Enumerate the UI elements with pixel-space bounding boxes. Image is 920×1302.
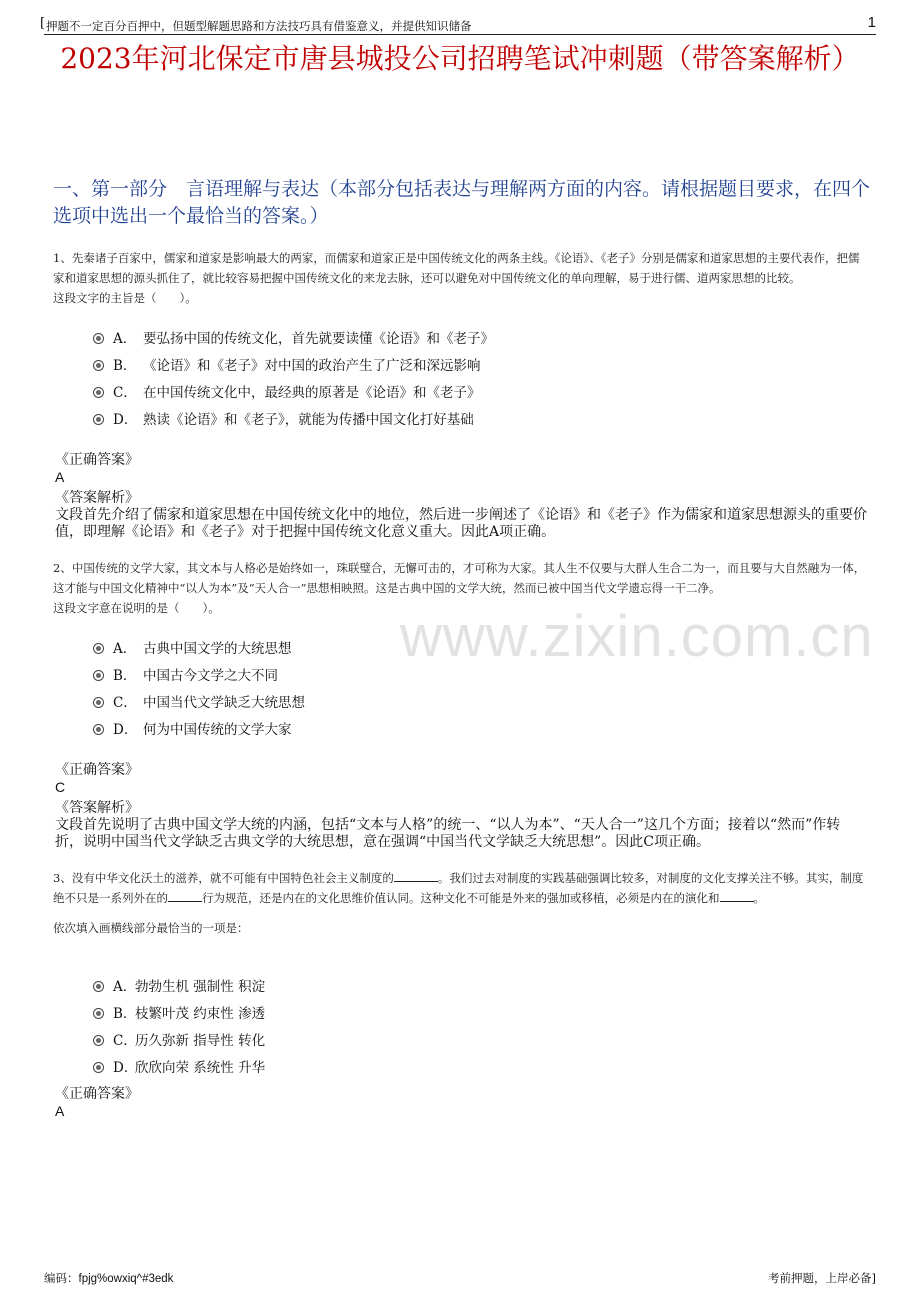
answer-label: 《正确答案》 [55,1086,139,1102]
question-3-answer [55,1086,139,1120]
stem-part: 3、没有中华文化沃土的滋养，就不可能有中国特色社会主义制度的 [53,871,394,885]
radio-button-icon[interactable] [93,387,104,398]
explanation-text: 文段首先介绍了儒家和道家思想在中国传统文化中的地位，然后进一步阐述了《论语》和《老子》作为儒家和道家思想源头的重要价值，即理解《论语》和《老子》对于把握中国传统文化意义重大。因此A项正确。 [55,507,867,540]
question-2-explanation [55,800,867,851]
question-1-answer [55,452,139,486]
option-letter: D． [113,412,138,428]
header-bracket: [ [40,16,46,31]
option-letter: C． [113,695,137,711]
footer-code [44,1270,173,1286]
radio-button-icon[interactable] [93,981,104,992]
radio-button-icon[interactable] [93,724,104,735]
question-prompt: 这段文字意在说明的是（ ）。 [53,601,220,615]
blank-1 [394,871,438,882]
option-text: 《论语》和《老子》对中国的政治产生了广泛和深远影响 [143,358,481,374]
answer-value: C [55,779,66,795]
option-letter: C． [113,385,137,401]
page-header [40,10,876,35]
stem-part: 行为规范，还是内在的文化思维价值认同。这种文化不可能是外来的强加或移植，必须是内在的演化和 [202,891,720,905]
option-text: 勃勃生机 强制性 积淀 [135,979,266,995]
question-stem-text [53,868,868,908]
option-text: 熟读《论语》和《老子》，就能为传播中国文化打好基础 [143,412,474,428]
option-text: 中国古今文学之大不同 [143,668,278,684]
option-text: 枝繁叶茂 约束性 渗透 [135,1006,266,1022]
radio-button-icon[interactable] [93,643,104,654]
footer-slogan: 考前押题，上岸必备] [768,1271,876,1285]
radio-button-icon[interactable] [93,697,104,708]
document-title: 2023年河北保定市唐县城投公司招聘笔试冲刺题（带答案解析） [60,42,860,75]
option-text: 何为中国传统的文学大家 [143,722,292,738]
option-letter: B． [113,358,137,374]
question-3-stem [53,868,868,938]
footer-code-value: fpjg%owxiq^#3edk [78,1273,174,1285]
blank-2 [168,891,202,902]
answer-value: A [55,469,65,485]
question-prompt: 依次填入画横线部分最恰当的一项是： [53,921,249,935]
radio-button-icon[interactable] [93,670,104,681]
section-heading: 一、第一部分 言语理解与表达（本部分包括表达与理解两方面的内容。请根据题目要求，在四个选项中选出一个最恰当的答案。） [53,178,871,227]
option-text: 要弘扬中国的传统文化，首先就要读懂《论语》和《老子》 [143,331,494,347]
question-1-explanation [55,490,867,541]
option-letter: A． [113,979,137,995]
option-text: 欣欣向荣 系统性 升华 [135,1060,266,1076]
option-letter: B． [113,668,137,684]
explanation-label: 《答案解析》 [55,800,139,816]
option-letter: D． [113,722,138,738]
option-letter: D． [113,1060,138,1076]
question-stem-text: 2、中国传统的文学大家，其文本与人格必是始终如一，珠联璧合，无懈可击的，才可称为大家。其人生不仅要与大群人生合二为一，而且要与大自然融为一体，这才能与中国文化精神中“以人为本”及“天人合一”思想相映照。这是古典中国的文学大统，然而已被中国当代文学遗忘得一干二净。 [53,561,866,595]
explanation-label: 《答案解析》 [55,490,139,506]
question-2-answer [55,762,139,796]
option-text: 古典中国文学的大统思想 [143,641,292,657]
radio-button-icon[interactable] [93,1035,104,1046]
radio-button-icon[interactable] [93,360,104,371]
header-notice: 押题不一定百分百押中，但题型解题思路和方法技巧具有借鉴意义，并提供知识储备 [46,19,472,33]
page-number: 1 [867,14,876,31]
option-text: 历久弥新 指导性 转化 [135,1033,266,1049]
answer-value: A [55,1103,65,1119]
radio-button-icon[interactable] [93,1062,104,1073]
stem-part: 。 [753,891,765,905]
option-text: 在中国传统文化中，最经典的原著是《论语》和《老子》 [143,385,481,401]
option-text: 中国当代文学缺乏大统思想 [143,695,305,711]
answer-label: 《正确答案》 [55,762,139,778]
radio-button-icon[interactable] [93,414,104,425]
watermark: www.zixin.com.cn [400,604,874,669]
explanation-text: 文段首先说明了古典中国文学大统的内涵，包括“文本与人格”的统一、“以人为本”、“天人合一”这几个方面；接着以“然而”作转折，说明中国当代文学缺乏古典文学的大统思想，意在强调“中国当代文学缺乏大统思想”。因此C项正确。 [55,817,841,850]
option-letter: B． [113,1006,137,1022]
option-letter: C． [113,1033,137,1049]
footer-code-label: 编码： [44,1271,79,1285]
answer-label: 《正确答案》 [55,452,139,468]
blank-3 [720,891,754,902]
option-letter: A． [113,331,137,347]
question-stem-text: 1、先秦诸子百家中，儒家和道家是影响最大的两家，而儒家和道家正是中国传统文化的两条主线。《论语》、《老子》分别是儒家和道家思想的主要代表作，把儒家和道家思想的源头抓住了，就比较容易把握中国传统文化的来龙去脉，还可以避免对中国传统文化的单向理解，易于进行儒、道两家思想的比较。 [53,251,860,285]
question-1-stem [53,248,868,308]
question-prompt: 这段文字的主旨是（ ）。 [53,291,197,305]
page-footer [0,1270,920,1290]
stem-part: 。我们过去对制度的实践基础强调比较多，对制度的文化支撑关注不够。其实，制度绝不只是一系列外在的 [53,871,864,905]
radio-button-icon[interactable] [93,333,104,344]
option-letter: A． [113,641,137,657]
radio-button-icon[interactable] [93,1008,104,1019]
